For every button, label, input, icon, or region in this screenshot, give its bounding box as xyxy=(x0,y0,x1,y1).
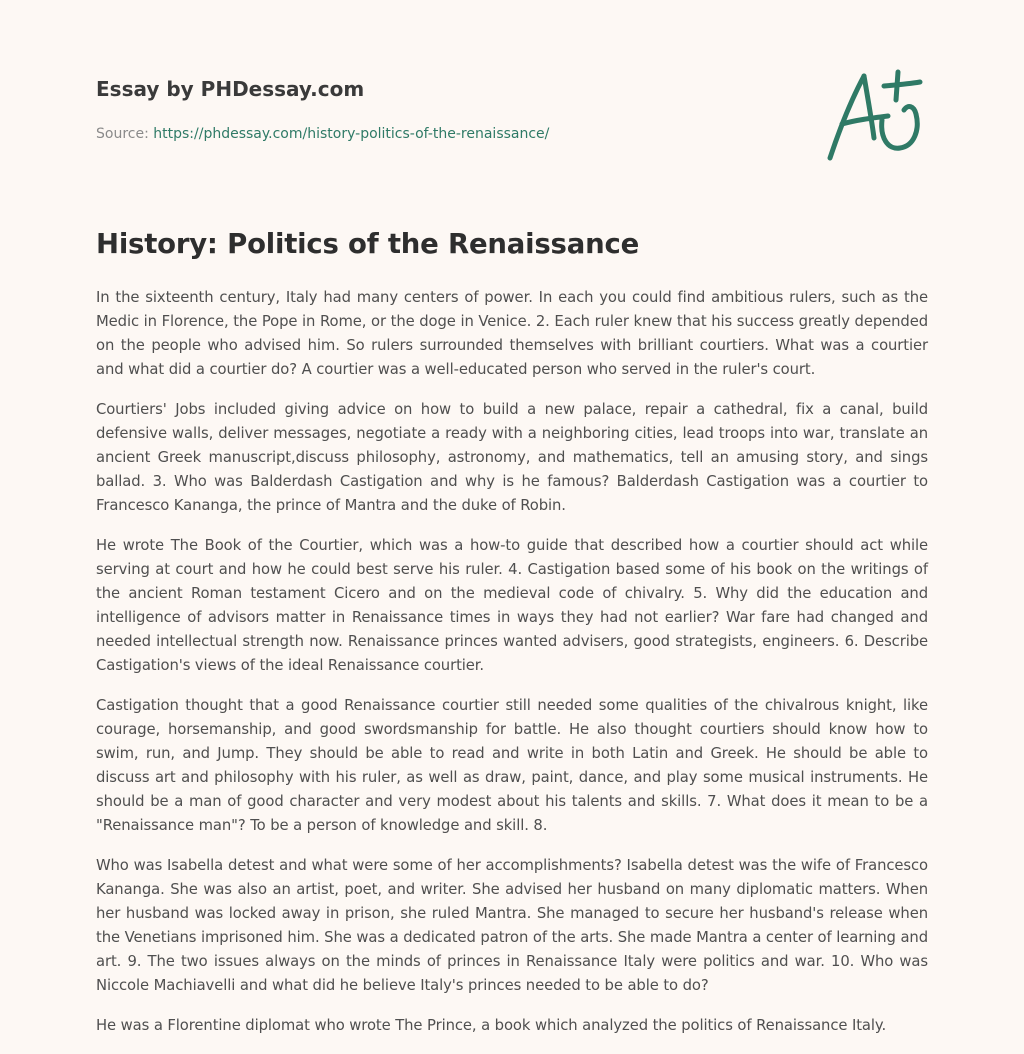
source-line xyxy=(96,124,656,144)
article-body xyxy=(96,286,928,1054)
article-paragraph: Who was Isabella detest and what were some of her accomplishments? Isabella detest was the wife of Francesco Kananga. She was also an artist, poet, and writer. She advised her husband on many diplomatic matters. When her husband was locked away in prison, she ruled Mantra. She managed to secure her husband's release when the Venetians imprisoned him. She was a dedicated patron of the arts. She made Mantra a center of learning and art. 9. The two issues always on the minds of princes in Renaissance Italy were politics and war. 10. Who was Niccole Machiavelli and what did he believe Italy's princes needed to be able to do? xyxy=(96,857,928,994)
a-plus-grade-logo-icon xyxy=(820,64,930,164)
site-brand: Essay by PHDessay.com xyxy=(96,77,365,101)
source-label: Source: xyxy=(96,126,154,142)
article-title: History: Politics of the Renaissance xyxy=(96,228,640,260)
article-paragraph: He wrote The Book of the Courtier, which was a how-to guide that described how a courtier should act while serving at court and how he could best serve his ruler. 4. Castigation based some of his book on the writings of the ancient Roman testament Cicero and on the medieval code of chivalry. 5. Why did the education and intelligence of advisors matter in Renaissance times in ways they had not earlier? War fare had changed and needed intellectual strength now. Renaissance princes wanted advisers, good strategists, engineers. 6. Describe Castigation's views of the ideal Renaissance courtier. xyxy=(96,537,928,674)
article-paragraph: Castigation thought that a good Renaissance courtier still needed some qualities of the chivalrous knight, like courage, horsemanship, and good swordsmanship for battle. He also thought courtiers should know how to swim, run, and Jump. They should be able to read and write in both Latin and Greek. He should be able to discuss art and philosophy with his ruler, as well as draw, paint, dance, and play some musical instruments. He should be a man of good character and very modest about his talents and skills. 7. What does it mean to be a "Renaissance man"? To be a person of knowledge and skill. 8. xyxy=(96,697,928,834)
source-link[interactable]: https://phdessay.com/history-politics-of-the-renaissance/ xyxy=(153,126,550,142)
page-header xyxy=(96,74,656,144)
article-paragraph: He was a Florentine diplomat who wrote The Prince, a book which analyzed the politics of Renaissance Italy. xyxy=(96,1017,887,1034)
article-paragraph: Courtiers' Jobs included giving advice on how to build a new palace, repair a cathedral, fix a canal, build defensive walls, deliver messages, negotiate a ready with a neighboring cities, lead troops into war, translate an ancient Greek manuscript,discuss philosophy, astronomy, and mathematics, tell an amusing story, and sings ballad. 3. Who was Balderdash Castigation and why is he famous? Balderdash Castigation was a courtier to Francesco Kananga, the prince of Mantra and the duke of Robin. xyxy=(96,401,928,514)
article-paragraph: In the sixteenth century, Italy had many centers of power. In each you could find ambitious rulers, such as the Medic in Florence, the Pope in Rome, or the doge in Venice. 2. Each ruler knew that his success greatly depended on the people who advised him. So rulers surrounded themselves with brilliant courtiers. What was a courtier and what did a courtier do? A courtier was a well-educated person who served in the ruler's court. xyxy=(96,289,928,378)
